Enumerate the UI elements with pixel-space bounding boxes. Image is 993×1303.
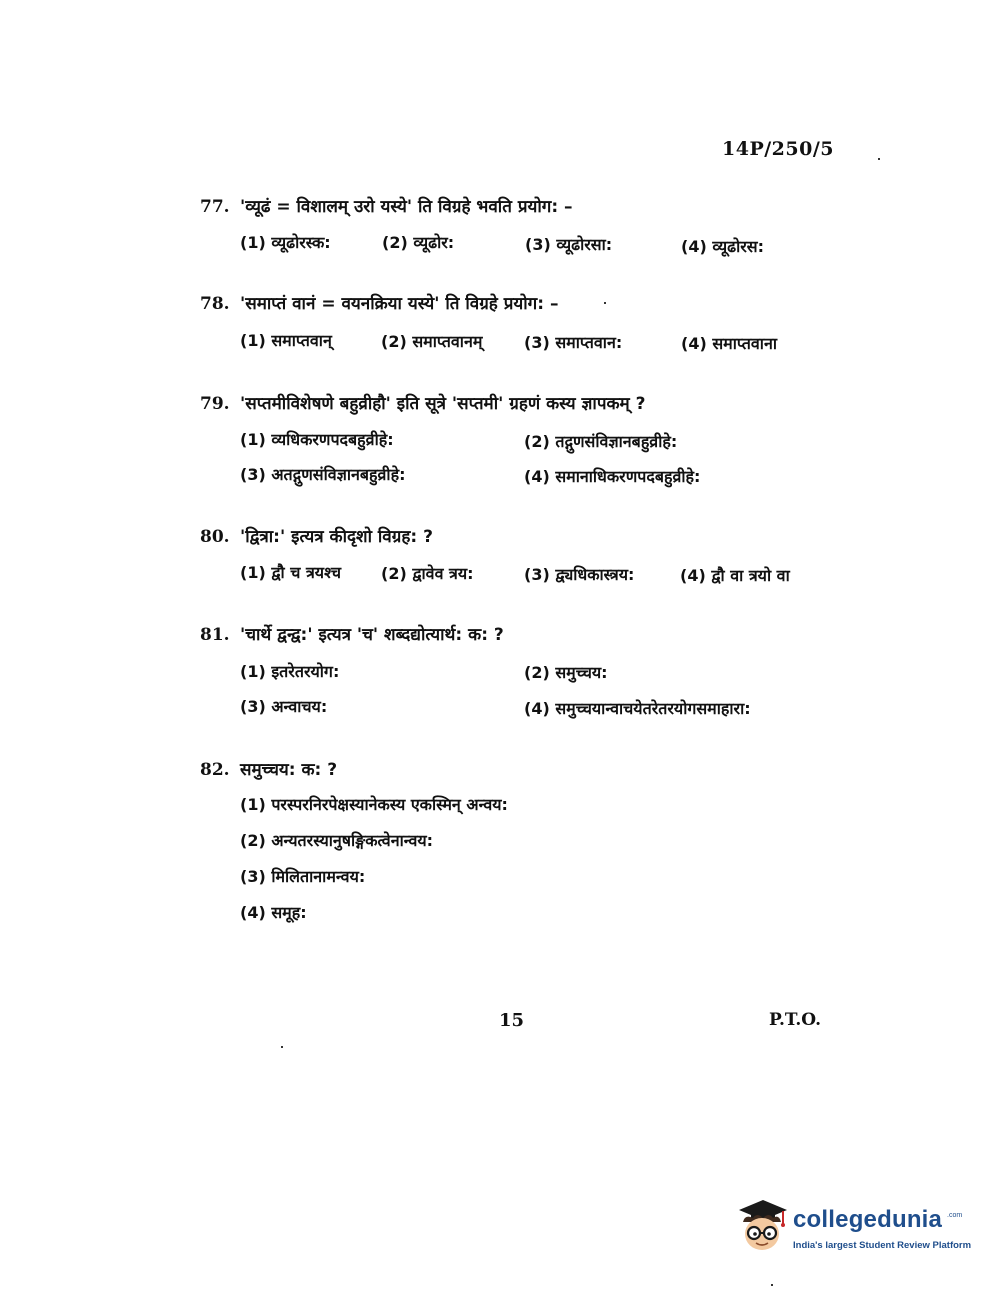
question-number: 77. [200, 197, 230, 217]
question-81 [200, 622, 504, 645]
option-82-3: (3) मिलितानामन्वय: [240, 867, 366, 886]
question-82 [200, 757, 337, 780]
question-number: 81. [200, 625, 230, 645]
option-81-4: (4) समुच्चयान्वाचयेतरेतरयोगसमाहारा: [524, 699, 751, 718]
question-77 [200, 194, 573, 217]
question-number: 78. [200, 294, 230, 314]
option-78-3: (3) समाप्तवान: [524, 333, 623, 352]
option-82-1: (1) परस्परनिरपेक्षस्यानेकस्य एकस्मिन् अन्वय: [240, 795, 508, 814]
scan-speck [771, 1284, 773, 1286]
pto-label: P.T.O. [769, 1010, 821, 1030]
option-80-1: (1) द्वौ च त्रयश्च [240, 563, 342, 582]
question-text: 'व्यूढं = विशालम् उरो यस्ये' ति विग्रहे भवति प्रयोग: – [240, 197, 573, 217]
collegedunia-logo [733, 1196, 972, 1260]
mascot-icon [733, 1196, 791, 1260]
option-77-1: (1) व्यूढोरस्क: [240, 233, 331, 252]
option-79-4: (4) समानाधिकरणपदबहुव्रीहे: [524, 467, 701, 486]
question-number: 80. [200, 527, 230, 547]
option-79-3: (3) अतद्गुणसंविज्ञानबहुव्रीहे: [240, 465, 406, 484]
option-80-2: (2) द्वावेव त्रय: [381, 564, 474, 583]
option-80-3: (3) द्व्यधिकास्त्रय: [524, 565, 635, 584]
option-81-1: (1) इतरेतरयोग: [240, 662, 340, 681]
logo-suffix: .com [947, 1212, 963, 1219]
option-77-2: (2) व्यूढोर: [382, 233, 455, 252]
paper-code: 14P/250/5 [722, 138, 834, 160]
option-80-4: (4) द्वौ वा त्रयो वा [680, 566, 790, 585]
option-79-2: (2) तद्गुणसंविज्ञानबहुव्रीहे: [524, 432, 678, 451]
question-79 [200, 391, 645, 414]
scan-speck [281, 1046, 283, 1048]
option-78-4: (4) समाप्तवाना [681, 334, 777, 353]
option-82-2: (2) अन्यतरस्यानुषङ्गिकत्वेनान्वय: [240, 831, 434, 850]
question-text: 'सप्तमीविशेषणे बहुव्रीहौ' इति सूत्रे 'सप्तमी' ग्रहणं कस्य ज्ञापकम् ? [240, 394, 646, 414]
option-77-3: (3) व्यूढोरसा: [525, 235, 613, 254]
option-78-1: (1) समाप्तवान् [240, 331, 332, 350]
option-81-2: (2) समुच्चय: [524, 663, 608, 682]
question-text: समुच्चय: क: ? [240, 760, 338, 780]
question-80 [200, 524, 433, 547]
option-77-4: (4) व्यूढोरस: [681, 237, 764, 256]
question-text: 'द्वित्रा:' इत्यत्र कीदृशो विग्रह: ? [240, 527, 433, 547]
option-81-3: (3) अन्वाचय: [240, 697, 328, 716]
question-78 [200, 291, 558, 314]
question-number: 82. [200, 760, 230, 780]
scan-speck [878, 158, 880, 160]
option-78-2: (2) समाप्तवानम् [381, 332, 483, 351]
scan-speck [604, 302, 606, 304]
page-number: 15 [499, 1010, 525, 1031]
question-text: 'समाप्तं वानं = वयनक्रिया यस्ये' ति विग्रहे प्रयोग: – [240, 294, 559, 314]
option-79-1: (1) व्यधिकरणपदबहुव्रीहे: [240, 430, 394, 449]
question-text: 'चार्थे द्वन्द्व:' इत्यत्र 'च' शब्दद्योत्यार्थ: क: ? [240, 625, 504, 645]
logo-wordmark: collegedunia [793, 1206, 943, 1233]
question-number: 79. [200, 394, 230, 414]
logo-tagline: India's largest Student Review Platform [793, 1240, 972, 1251]
option-82-4: (4) समूह: [240, 903, 307, 922]
